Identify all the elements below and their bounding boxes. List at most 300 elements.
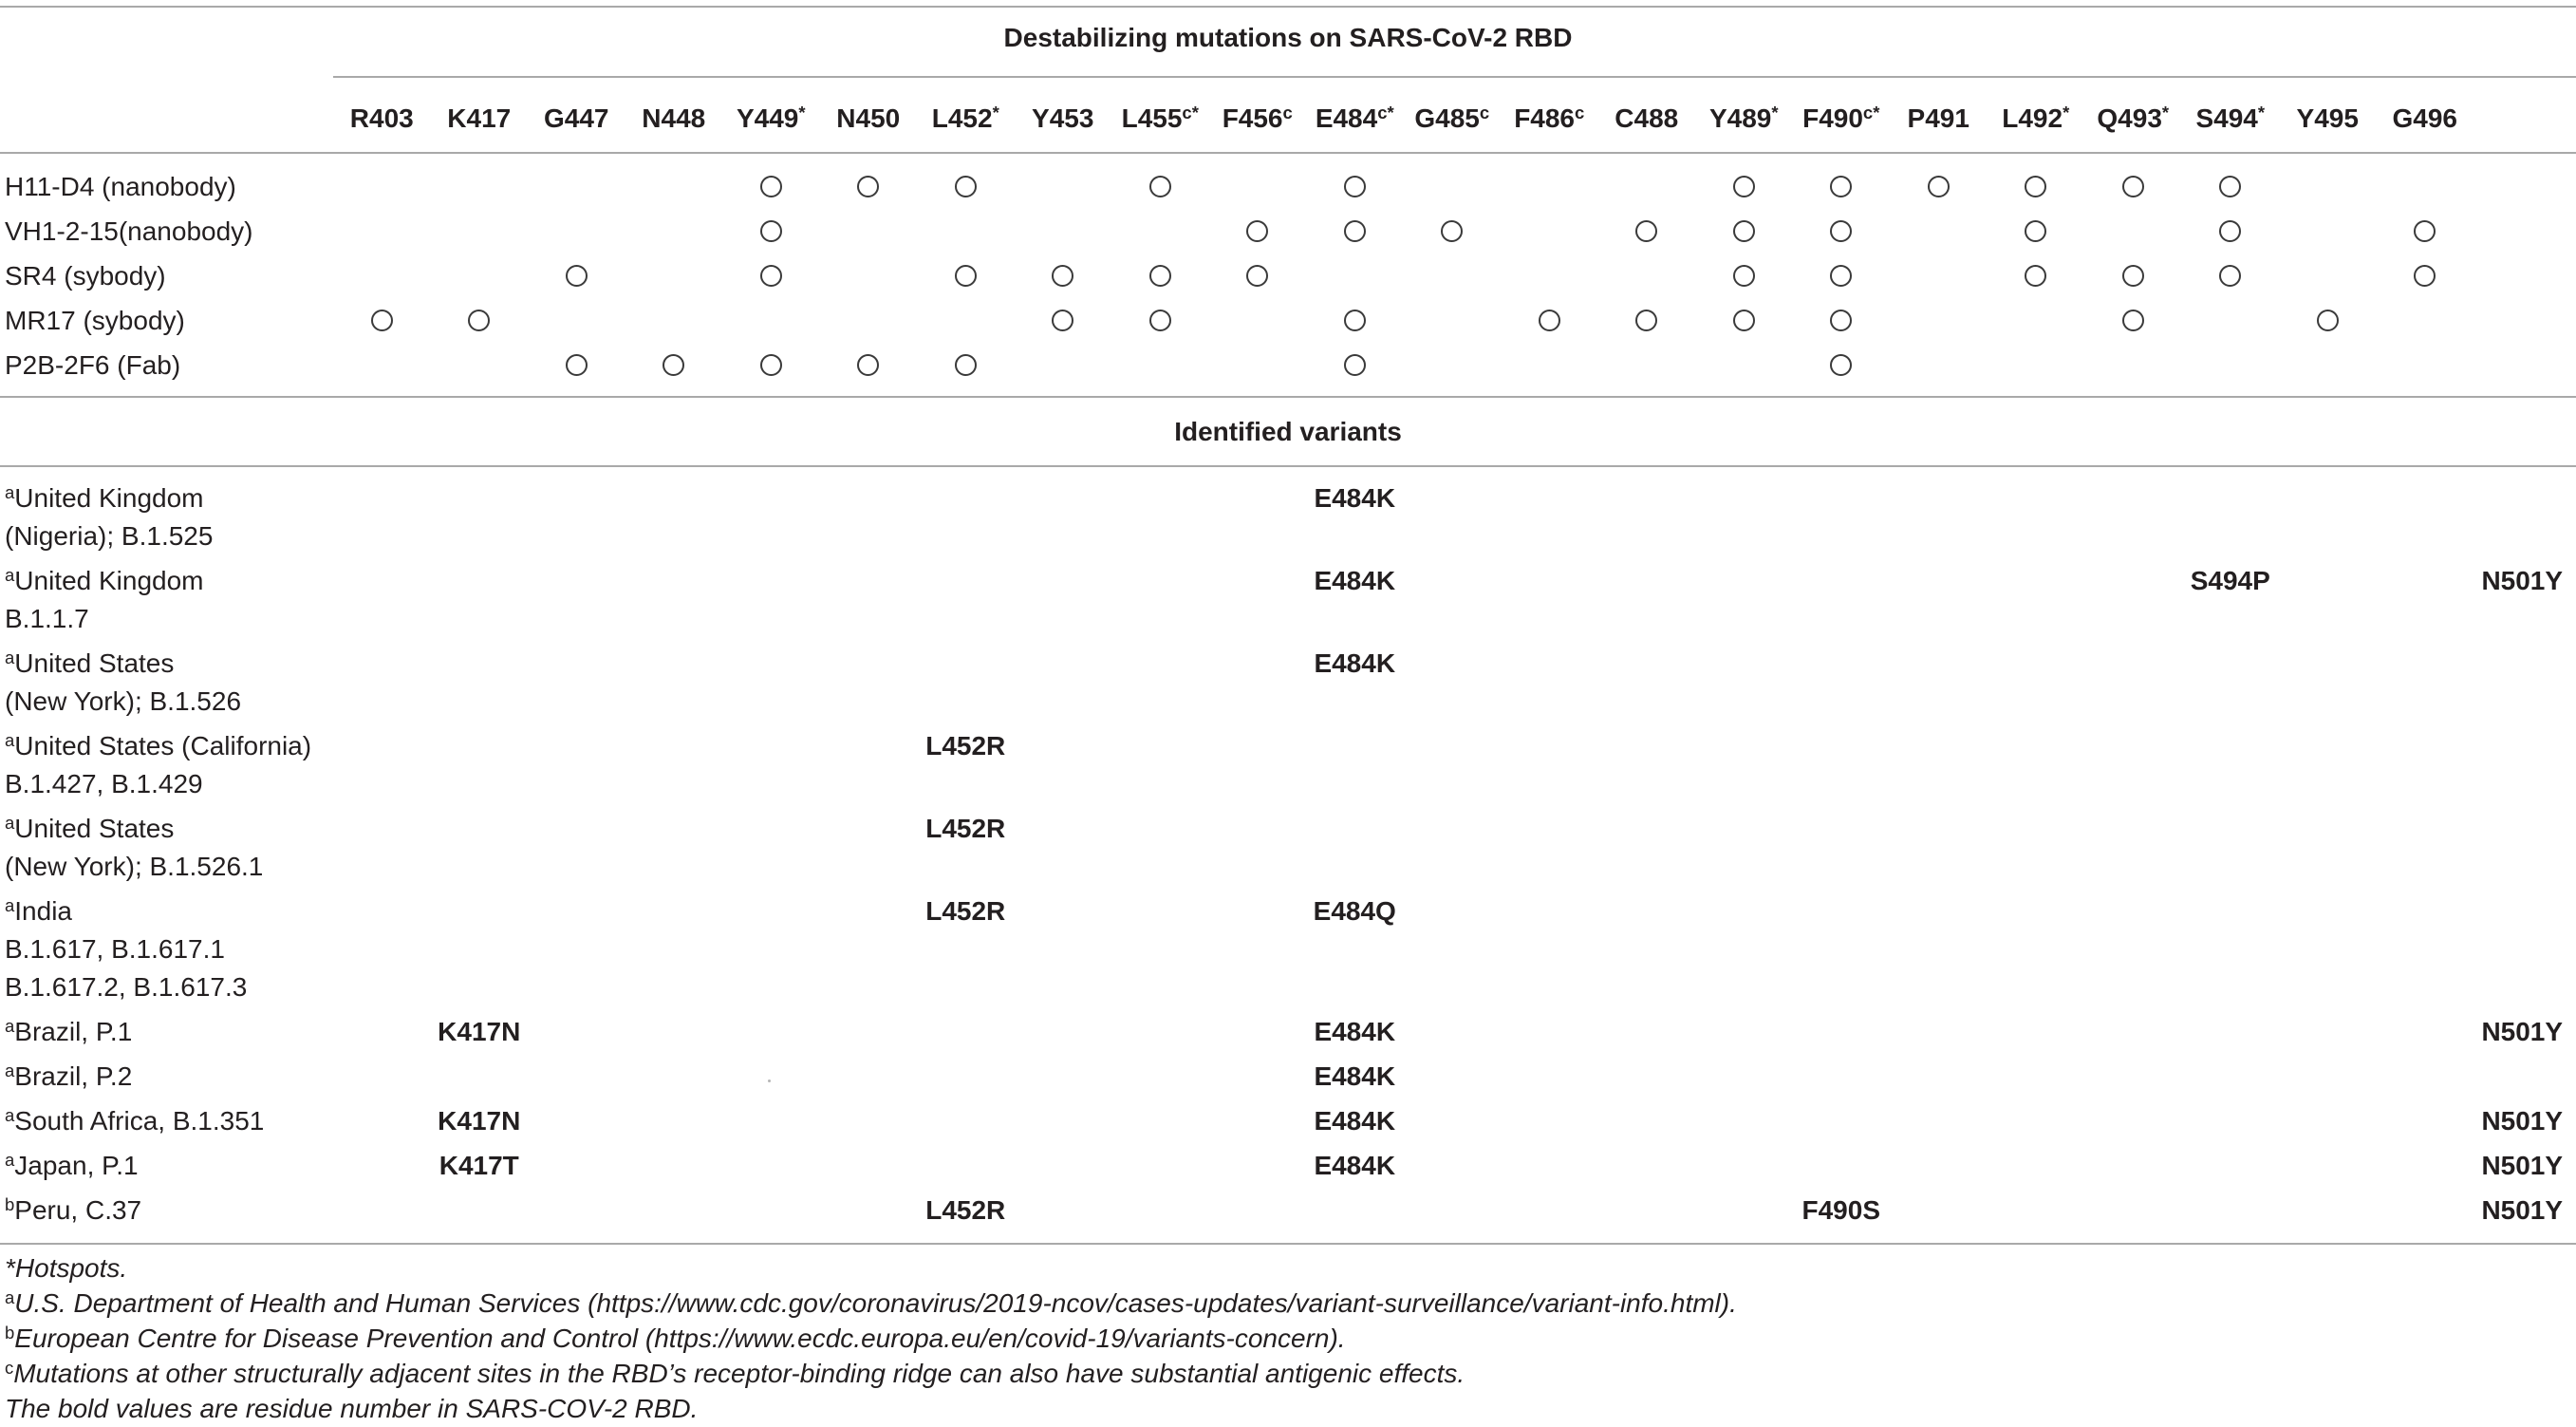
column-header [1015,101,1112,137]
column-header-label: F456 [1222,103,1283,133]
open-circle-mark [1733,220,1755,242]
mark-cell [1793,164,1891,209]
mutation-cell [820,1102,918,1140]
mutation-cell [1501,1013,1598,1051]
mark-cell [2473,253,2571,298]
mutation-cell [528,645,625,721]
mutation-cell [625,1013,723,1051]
mutation-cell [1015,892,1112,1006]
mutation-cell [1306,727,1404,803]
mutation-cell [625,892,723,1006]
mutation-cell [333,1058,431,1096]
mutation-cell [1111,892,1209,1006]
variant-label-text: Brazil, P.1 [14,1017,133,1046]
mutation-cell [625,810,723,886]
mutation-cell [1404,1013,1502,1051]
variant-label-text: United States [14,814,175,843]
mark-cell [2473,164,2571,209]
variant-label-line [5,848,333,886]
mutation-cell [528,1192,625,1230]
column-header-note: c [1575,102,1585,122]
mutation-cell [333,1147,431,1185]
column-header [917,101,1015,137]
mutation-cell [1988,1058,2085,1096]
mark-cell [1598,164,1696,209]
mutation-cell [625,1102,723,1140]
mutation-cell [2377,1013,2474,1051]
mutation-cell [1209,479,1307,555]
mutation-cell [1209,1102,1307,1140]
mutation-cell [333,562,431,638]
variant-label-line [5,930,333,968]
variant-label-line [5,562,333,600]
mark-cell [2473,209,2571,253]
column-header [1306,101,1404,137]
variant-label-text: South Africa, B.1.351 [14,1106,265,1136]
mutation-cell [2377,1147,2474,1185]
column-header-label: N448 [642,103,706,133]
mutation-cell [820,1192,918,1230]
mutation-cell [722,479,820,555]
mutation-cell [2377,892,2474,1006]
column-header [722,101,820,137]
mutation-cell [2182,479,2280,555]
mutation-cell [1890,1058,1988,1096]
column-header [1209,101,1307,137]
identified-variants-title [0,398,2576,465]
mark-cell [917,164,1015,209]
mutation-cell [820,479,918,555]
open-circle-mark [1830,220,1852,242]
mark-cell [2279,209,2377,253]
variant-label-line [5,645,333,683]
mutation-cell [333,1192,431,1230]
source-note-marker: a [5,729,15,750]
binder-name: SR4 (sybody) [5,260,166,291]
mutation-cell [2473,479,2571,555]
column-header-label: Y449 [736,103,799,133]
mutation-cell [1111,1102,1209,1140]
column-header [2279,101,2377,137]
column-header-note: * [2161,102,2170,122]
mutation-cell [528,1058,625,1096]
mutation-cell [1988,562,2085,638]
mutation-cell [917,562,1015,638]
mutation-cell [2377,479,2474,555]
column-header-label: Q493 [2097,103,2162,133]
mark-cell [1598,253,1696,298]
mutation-cell [2279,1192,2377,1230]
mutation-cell [722,1192,820,1230]
mutation-cell [1890,1192,1988,1230]
open-circle-mark [468,310,490,331]
open-circle-mark [2122,265,2144,287]
mark-cell [333,209,431,253]
variant-label [0,1058,333,1096]
mark-cell [1404,209,1502,253]
mark-cell [1209,343,1307,387]
mark-cell [528,164,625,209]
variant-label-line [5,727,333,765]
binder-row [0,253,2576,298]
mark-cell [2279,164,2377,209]
open-circle-mark [760,354,782,376]
mutation-cell [1501,645,1598,721]
footnotes [0,1245,2576,1426]
mark-cell [2279,298,2377,343]
mark-cell [1598,298,1696,343]
column-header-note: * [1771,102,1779,122]
column-header-label: Y489 [1708,103,1772,133]
column-header [1793,101,1891,137]
variant-row [0,1189,2576,1233]
mutation-cell [722,727,820,803]
mutation-cell [625,479,723,555]
variant-row [0,1144,2576,1189]
mutation-cell [1111,1147,1209,1185]
variant-label-text: United Kingdom [14,566,204,595]
mutation-cell [1793,892,1891,1006]
mark-cell [431,253,529,298]
mutation-cell [1404,562,1502,638]
mutation-cell [1793,645,1891,721]
column-header-note: * [2257,102,2266,122]
column-header-label: N450 [836,103,901,133]
mutation-cell [1111,562,1209,638]
open-circle-mark [1344,354,1366,376]
mutation-cell [1598,562,1696,638]
mutation-cell [528,1102,625,1140]
mark-cell [1209,253,1307,298]
mutation-cell: E484K [1314,1151,1396,1180]
mark-cell [1015,343,1112,387]
mutation-cell [2084,479,2182,555]
column-header [431,101,529,137]
mark-cell [1501,343,1598,387]
footnote [5,1286,2576,1321]
mark-cell [1988,298,2085,343]
mark-cell [1890,253,1988,298]
mutation-cell [2084,562,2182,638]
mutation-cell [528,1147,625,1185]
variant-label-line [5,1102,333,1140]
mutation-cell [1501,1102,1598,1140]
stray-speck [768,1080,771,1082]
variant-label-line [5,683,333,721]
mutation-cell [2279,645,2377,721]
variant-label-text: B.1.427, B.1.429 [5,769,203,798]
mark-cell [1598,209,1696,253]
mutation-cell: E484K [1314,483,1396,513]
mark-cell [1111,343,1209,387]
mutation-cell [820,892,918,1006]
mark-cell [1404,298,1502,343]
variant-row [0,1099,2576,1144]
mutation-cell [1015,479,1112,555]
mutation-cell [1015,1192,1112,1230]
column-header [2182,101,2280,137]
mutation-cell [1793,1058,1891,1096]
mutation-cell [2279,479,2377,555]
mark-cell [1111,164,1209,209]
mutation-cell [528,810,625,886]
mutation-cell [1111,645,1209,721]
mutation-cell [917,1147,1015,1185]
open-circle-mark [760,265,782,287]
mutation-cell [2279,1058,2377,1096]
mutation-cell [431,1192,529,1230]
mark-cell [820,164,918,209]
mutation-cell [333,810,431,886]
mark-cell [625,253,723,298]
open-circle-mark [1733,176,1755,197]
mark-cell [2182,343,2280,387]
variant-label-text: (Nigeria); B.1.525 [5,521,214,551]
mark-cell [431,164,529,209]
mutation-cell [820,1058,918,1096]
mutation-cell [2279,810,2377,886]
mutation-cell [1015,1058,1112,1096]
column-header-label: L452 [931,103,993,133]
footnote-text: European Centre for Disease Prevention and Control (https://www.ecdc.europa.eu/en/covid-19/variants-concern). [14,1324,1346,1353]
mark-cell [1404,253,1502,298]
mutation-cell [2279,1102,2377,1140]
mutation-cell [722,645,820,721]
mark-cell [1793,209,1891,253]
mutation-cell [1598,727,1696,803]
mark-cell [1695,164,1793,209]
mutation-cell [1015,1013,1112,1051]
mark-cell [1306,343,1404,387]
mutation-cell [1598,1102,1696,1140]
mutation-cell [1695,1013,1793,1051]
open-circle-mark [2122,310,2144,331]
mark-cell [1306,209,1404,253]
open-circle-mark [1344,220,1366,242]
variant-row [0,890,2576,1010]
mark-cell [1209,298,1307,343]
mutation-cell [2182,892,2280,1006]
mutation-cell: E484K [1314,1017,1396,1046]
mark-cell [722,343,820,387]
mark-cell [1015,209,1112,253]
mutation-cell [917,479,1015,555]
variant-label-text: Japan, P.1 [14,1151,139,1180]
variant-label-text: United Kingdom [14,483,204,513]
mark-cell [1209,164,1307,209]
open-circle-mark [1052,265,1073,287]
variant-label-line [5,1013,333,1051]
mutation-cell [2084,892,2182,1006]
mutation-cell [1501,1058,1598,1096]
mutation-cell [1890,810,1988,886]
mark-cell [2377,343,2474,387]
mark-cell [1890,209,1988,253]
mutation-cell [722,562,820,638]
mutation-cell [1793,1013,1891,1051]
mark-cell [722,209,820,253]
mutation-cell [2473,892,2571,1006]
mutation-cell [1598,810,1696,886]
variant-label-line [5,892,333,930]
mark-cell [1015,164,1112,209]
mark-cell [2084,164,2182,209]
mark-cell [1793,298,1891,343]
open-circle-mark [2025,176,2046,197]
mutation-cell [333,645,431,721]
mutation-cell [333,892,431,1006]
open-circle-mark [566,265,588,287]
column-header-note: c* [1182,102,1199,122]
mutation-cell [1501,727,1598,803]
mark-cell [1793,253,1891,298]
mutation-cell [722,1147,820,1185]
mark-cell [1209,209,1307,253]
mutation-cell: K417N [438,1106,521,1136]
destabilizing-mutations-title [0,8,2576,76]
mark-cell [2182,253,2280,298]
column-header [1404,101,1502,137]
mark-cell [722,164,820,209]
mutation-cell [2473,1058,2571,1096]
mark-cell [820,209,918,253]
open-circle-mark [955,176,977,197]
mark-cell [625,164,723,209]
mutation-cell [1111,727,1209,803]
footnote [5,1321,2576,1356]
mark-cell [1111,298,1209,343]
mutation-cell [1501,1147,1598,1185]
mark-cell [1501,298,1598,343]
open-circle-mark [1733,265,1755,287]
mark-cell [1306,298,1404,343]
mutation-cell [1404,727,1502,803]
mutation-cell [1695,1102,1793,1140]
destabilizing-mutations-title-text: Destabilizing mutations on SARS-CoV-2 RBD [1003,23,1573,52]
mutation-cell [333,727,431,803]
mutation-cell [1209,562,1307,638]
mutation-cell: S494P [2190,566,2270,595]
column-header-label: G485 [1414,103,1480,133]
mutation-cell [1890,1102,1988,1140]
mutation-cell [333,1013,431,1051]
mutation-cell [820,645,918,721]
open-circle-mark [1830,354,1852,376]
mark-cell [917,209,1015,253]
variant-label [0,1192,333,1230]
open-circle-mark [1441,220,1463,242]
mark-cell [2182,209,2280,253]
footnote [5,1391,2576,1426]
open-circle-mark [1635,310,1657,331]
source-note-marker: a [5,894,15,915]
binder-row [0,164,2576,209]
mutation-cell [1501,1192,1598,1230]
column-header-label: L455 [1121,103,1183,133]
mark-cell [2473,343,2571,387]
mutation-cell [1501,810,1598,886]
column-header [1598,101,1696,137]
mutation-cell: L452R [925,1195,1006,1225]
open-circle-mark [1635,220,1657,242]
variant-label-line [5,479,333,517]
open-circle-mark [1830,176,1852,197]
mutation-cell [2473,645,2571,721]
open-circle-mark [1539,310,1560,331]
source-note-marker: a [5,1060,15,1080]
open-circle-mark [760,176,782,197]
mark-cell [528,343,625,387]
mutation-cell [2473,727,2571,803]
mutation-cell: L452R [925,896,1006,926]
open-circle-mark [2317,310,2339,331]
column-header [1695,101,1793,137]
open-circle-mark [2025,220,2046,242]
mutation-cell [1111,1013,1209,1051]
mutation-cell [1793,1102,1891,1140]
open-circle-mark [955,265,977,287]
open-circle-mark [2414,220,2436,242]
mutation-cell [1793,727,1891,803]
mark-cell [917,298,1015,343]
mutation-cell [1890,562,1988,638]
mark-cell [1501,253,1598,298]
mutation-cell [1306,810,1404,886]
mark-cell [2377,164,2474,209]
mutation-cell [528,727,625,803]
mark-cell [333,164,431,209]
mutation-cell [625,562,723,638]
mark-cell [1111,253,1209,298]
variant-label [0,810,333,886]
column-header-note: c [1479,102,1490,122]
binder-row [0,298,2576,343]
mutation-cell [431,1058,529,1096]
mutation-cell: N501Y [2481,566,2564,595]
column-header-note: * [992,102,999,122]
mutation-cell: K417T [439,1151,519,1180]
mutation-cell [1209,1192,1307,1230]
mark-cell [1598,343,1696,387]
binder-name: H11-D4 (nanobody) [5,171,236,201]
mutation-cell [1209,810,1307,886]
variant-row [0,724,2576,807]
mutation-cell [2279,892,2377,1006]
mutation-cell [1988,727,2085,803]
mutation-cell [722,892,820,1006]
mutation-cell [431,645,529,721]
mutation-cell: E484K [1314,1106,1396,1136]
mark-cell [2473,298,2571,343]
mutation-cell [2182,1102,2280,1140]
source-note-marker: a [5,812,15,833]
variant-label-text: B.1.617, B.1.617.1 [5,934,225,964]
open-circle-mark [1733,310,1755,331]
variant-label-text: Brazil, P.2 [14,1061,133,1091]
mark-cell [2182,298,2280,343]
mutation-cell [1111,1058,1209,1096]
mark-cell [2084,298,2182,343]
mutation-cell [2084,645,2182,721]
footnote-text: The bold values are residue number in SARS-COV-2 RBD. [5,1394,699,1423]
variant-label-line [5,1147,333,1185]
mutation-cell [1209,892,1307,1006]
mutation-cell [1598,892,1696,1006]
mutation-cell [820,562,918,638]
open-circle-mark [1246,265,1268,287]
variant-label-line [5,1058,333,1096]
mutation-cell [722,1013,820,1051]
